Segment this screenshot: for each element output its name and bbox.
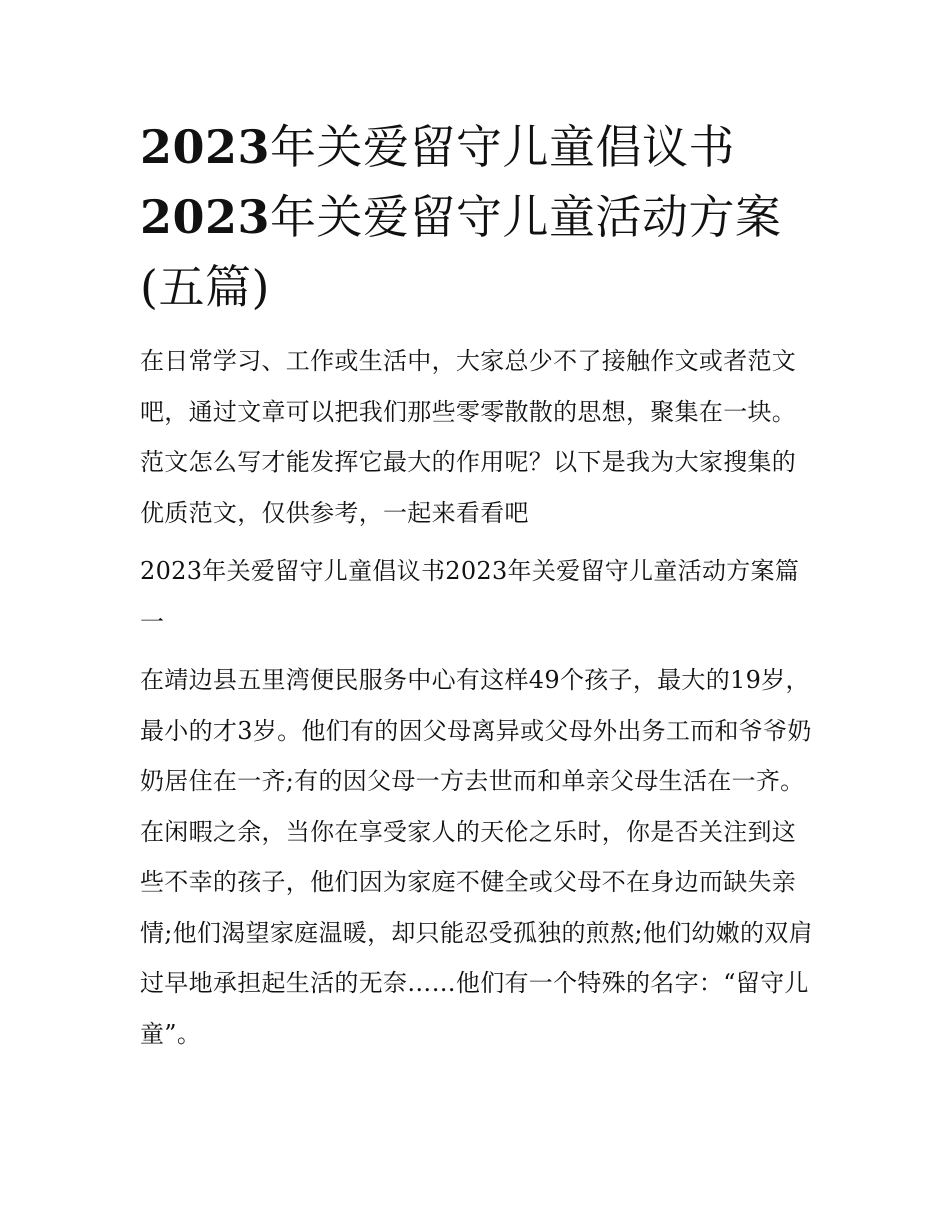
document-page — [140, 112, 820, 1059]
title-line-1 — [140, 112, 820, 182]
body-paragraph: 在靖边县五里湾便民服务中心有这样49个孩子，最大的19岁，最小的才3岁。他们有的因父母离异或父母外出务工而和爷爷奶奶居住在一齐;有的因父母一方去世而和单亲父母生活在一齐。 — [140, 666, 812, 795]
title-line-2 — [140, 182, 820, 252]
section-heading: 2023年关爱留守儿童倡议书2023年关爱留守儿童活动方案篇一 — [140, 557, 800, 636]
document-title — [140, 112, 820, 322]
title-year: 2023 — [140, 120, 271, 174]
title-year: 2023 — [140, 190, 271, 244]
title-text: 年关爱留守儿童活动方案 — [270, 190, 782, 244]
title-text: (五篇) — [140, 260, 270, 314]
intro-paragraph: 在日常学习、工作或生活中，大家总少不了接触作文或者范文吧，通过文章可以把我们那些零零散散的思想，聚集在一块。范文怎么写才能发挥它最大的作用呢？以下是我为大家搜集的优质范文，仅供参考，一起来看看吧 — [140, 347, 797, 527]
title-text: 年关爱留守儿童倡议书 — [270, 120, 736, 174]
body-paragraph: 在闲暇之余，当你在享受家人的天伦之乐时，你是否关注到这些不幸的孩子，他们因为家庭不健全或父母不在身边而缺失亲情;他们渴望家庭温暖，却只能忍受孤独的煎熬;他们幼嫩的双肩过早地承担起生活的无奈……他们有一个特殊的名字：“留守儿童”。 — [140, 817, 813, 1048]
title-line-3 — [140, 252, 820, 322]
